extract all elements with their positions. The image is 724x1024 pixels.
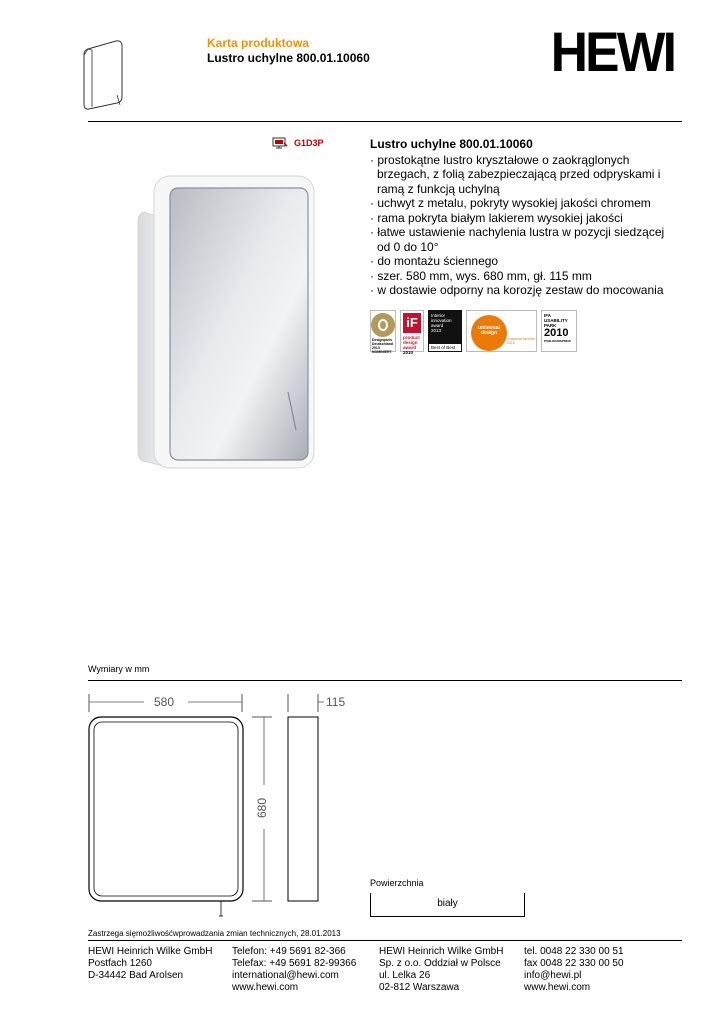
header-divider xyxy=(88,121,682,122)
footer-divider xyxy=(88,940,682,941)
footer-fax: Telefax: +49 5691 82-99366 xyxy=(232,958,357,969)
feature-item: · do montażu ściennego xyxy=(370,254,680,269)
if-logo-icon: iF xyxy=(403,313,421,333)
award-interior-innovation: Interior innovation award 2013 Best of Best xyxy=(428,310,462,352)
depth-dimension-value: 115 xyxy=(326,695,346,709)
footer-line: D-34442 Bad Arolsen xyxy=(88,970,184,981)
award-medal-icon xyxy=(371,313,395,337)
footer-phone: Telefon: +49 5691 82-366 xyxy=(232,946,346,957)
footer-website-link[interactable]: www.hewi.com xyxy=(524,982,591,993)
footer-phone: tel. 0048 22 330 00 51 xyxy=(524,946,624,957)
dimensions-divider xyxy=(88,680,682,681)
monitor-icon xyxy=(272,137,288,149)
feature-item: · szer. 580 mm, wys. 680 mm, gł. 115 mm xyxy=(370,269,680,284)
footer-fax: fax 0048 22 330 00 50 xyxy=(524,958,624,969)
footer-website-link[interactable]: www.hewi.com xyxy=(232,982,299,993)
footer-line: Sp. z o.o. Oddział w Polsce xyxy=(379,958,501,969)
feature-item: · prostokątne lustro kryształowe o zaokrąglonych brzegach, z folią zabezpieczającą przed odpryskami i ramą z funkcją uchylną xyxy=(370,153,680,197)
document-type-title: Karta produktowa xyxy=(207,36,310,50)
award-designpreis: Designpreis Deutschland 2013 NOMINIERT xyxy=(370,310,396,352)
footer-contact-poland xyxy=(524,946,624,994)
feature-item: · uchwyt z metalu, pokryty wysokiej jakości chromem xyxy=(370,196,680,211)
surface-label: Powierzchnia xyxy=(370,878,424,888)
award-ifa-usability: IFA USABILITY PARK 2010 PUBLIKUMSPREIS xyxy=(541,310,577,352)
footer-contact-germany xyxy=(232,946,356,994)
footer-email-link[interactable]: info@hewi.pl xyxy=(524,970,582,981)
product-thumbnail xyxy=(80,35,130,110)
dimensions-label: Wymiary w mm xyxy=(88,664,150,674)
document-subtitle: Lustro uchylne 800.01.10060 xyxy=(207,51,370,65)
footer-line: HEWI Heinrich Wilke GmbH xyxy=(379,946,504,957)
product-photo xyxy=(130,170,320,470)
footer-line: ul. Lelka 26 xyxy=(379,970,431,981)
footer-email-link[interactable]: international@hewi.com xyxy=(232,970,339,981)
footer-line: 02-812 Warszawa xyxy=(379,982,460,993)
footer-line: Postfach 1260 xyxy=(88,958,152,969)
footer-line: HEWI Heinrich Wilke GmbH xyxy=(88,946,213,957)
footer-address-poland xyxy=(379,946,503,994)
feature-item: · w dostawie odporny na korozję zestaw do mocowania xyxy=(370,283,680,298)
feature-item: · łatwe ustawienie nachylenia lustra w pozycji siedzącej od 0 do 10° xyxy=(370,225,680,254)
award-universal-design: universal design consumer favorite 2016 xyxy=(466,310,537,352)
product-title: Lustro uchylne 800.01.10060 xyxy=(370,137,533,151)
product-code-text: G1D3P xyxy=(294,138,324,148)
technical-drawing xyxy=(80,688,360,923)
award-if: iF product design award 2010 xyxy=(400,310,424,352)
surface-value: biały xyxy=(437,898,458,909)
disclaimer: Zastrzega sięmożliwośćwprowadzania zmian technicznych, 28.01.2013 xyxy=(88,929,341,938)
width-dimension-value: 580 xyxy=(154,695,175,709)
footer-address-germany xyxy=(88,946,212,982)
feature-list xyxy=(370,153,680,298)
height-dimension-value: 680 xyxy=(255,797,269,818)
hewi-logo: HEWI xyxy=(550,20,674,83)
product-code xyxy=(272,137,324,149)
feature-item: · rama pokryta białym lakierem wysokiej jakości xyxy=(370,211,680,226)
product-description xyxy=(370,137,680,298)
